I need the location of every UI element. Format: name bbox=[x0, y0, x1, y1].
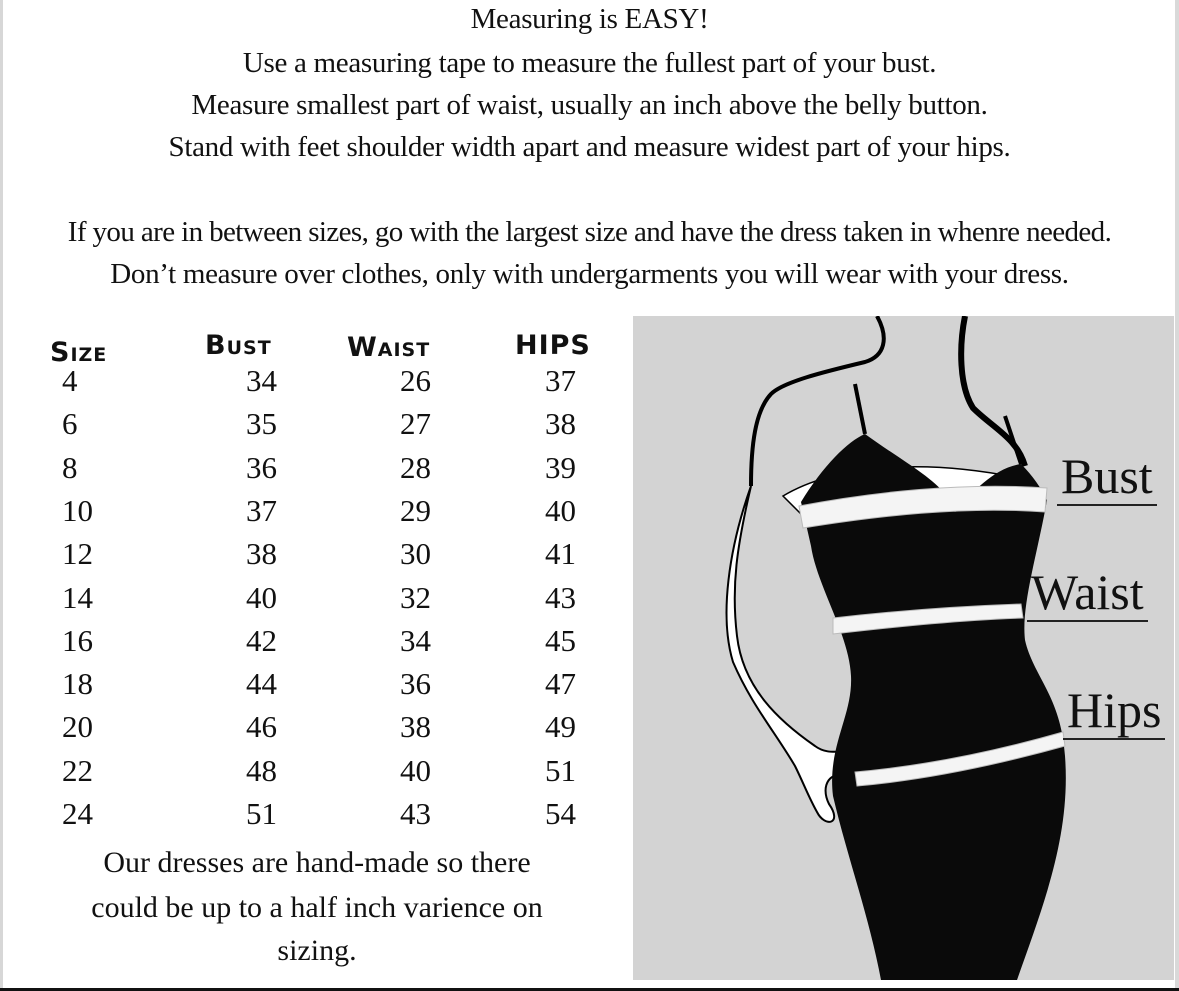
cell-bust: 37 bbox=[246, 493, 277, 528]
cell-bust: 42 bbox=[246, 623, 277, 658]
dress-figure-illustration bbox=[633, 316, 1174, 980]
cell-size: 8 bbox=[62, 450, 78, 485]
cell-hips: 40 bbox=[545, 493, 576, 528]
header-bust: Bust bbox=[205, 330, 272, 361]
cell-waist: 32 bbox=[400, 580, 431, 615]
intro-title: Measuring is EASY! bbox=[470, 3, 709, 35]
cell-bust: 40 bbox=[246, 580, 277, 615]
cell-size: 20 bbox=[62, 709, 93, 744]
figure-label-hips: Hips bbox=[1063, 684, 1165, 740]
cell-size: 16 bbox=[62, 623, 93, 658]
cell-bust: 35 bbox=[246, 406, 277, 441]
cell-waist: 38 bbox=[400, 709, 431, 744]
cell-hips: 49 bbox=[545, 709, 576, 744]
cell-waist: 29 bbox=[400, 493, 431, 528]
cell-size: 6 bbox=[62, 406, 78, 441]
cell-hips: 51 bbox=[545, 753, 576, 788]
advice-sizes: If you are in between sizes, go with the largest size and have the dress taken in whenre needed. bbox=[67, 216, 1112, 248]
note-line-3: sizing. bbox=[277, 934, 357, 967]
intro-hips-instruction: Stand with feet shoulder width apart and measure widest part of your hips. bbox=[168, 131, 1011, 163]
cell-waist: 26 bbox=[400, 363, 431, 398]
measurement-figure bbox=[633, 316, 1174, 980]
cell-hips: 45 bbox=[545, 623, 576, 658]
cell-waist: 30 bbox=[400, 536, 431, 571]
cell-size: 4 bbox=[62, 363, 78, 398]
note-line-2: could be up to a half inch varience on bbox=[91, 891, 543, 924]
cell-waist: 43 bbox=[400, 796, 431, 831]
cell-waist: 34 bbox=[400, 623, 431, 658]
cell-bust: 46 bbox=[246, 709, 277, 744]
cell-hips: 38 bbox=[545, 406, 576, 441]
header-size: Size bbox=[50, 337, 108, 368]
cell-size: 18 bbox=[62, 666, 93, 701]
header-hips: HIPS bbox=[515, 330, 591, 361]
figure-label-bust: Bust bbox=[1057, 450, 1157, 506]
cell-waist: 36 bbox=[400, 666, 431, 701]
note-line-1: Our dresses are hand-made so there bbox=[103, 846, 531, 879]
cell-waist: 28 bbox=[400, 450, 431, 485]
cell-size: 22 bbox=[62, 753, 93, 788]
cell-bust: 51 bbox=[246, 796, 277, 831]
cell-waist: 27 bbox=[400, 406, 431, 441]
header-waist: Waist bbox=[347, 332, 431, 363]
cell-bust: 44 bbox=[246, 666, 277, 701]
cell-waist: 40 bbox=[400, 753, 431, 788]
cell-hips: 43 bbox=[545, 580, 576, 615]
cell-hips: 41 bbox=[545, 536, 576, 571]
cell-size: 12 bbox=[62, 536, 93, 571]
cell-hips: 47 bbox=[545, 666, 576, 701]
cell-hips: 37 bbox=[545, 363, 576, 398]
advice-clothes: Don’t measure over clothes, only with undergarments you will wear with your dress. bbox=[110, 258, 1069, 290]
intro-bust-instruction: Use a measuring tape to measure the fullest part of your bust. bbox=[242, 47, 937, 79]
cell-hips: 54 bbox=[545, 796, 576, 831]
figure-label-waist: Waist bbox=[1027, 566, 1148, 622]
left-strap bbox=[855, 384, 865, 434]
cell-size: 10 bbox=[62, 493, 93, 528]
cell-bust: 34 bbox=[246, 363, 277, 398]
cell-bust: 36 bbox=[246, 450, 277, 485]
cell-hips: 39 bbox=[545, 450, 576, 485]
cell-bust: 38 bbox=[246, 536, 277, 571]
cell-bust: 48 bbox=[246, 753, 277, 788]
cell-size: 14 bbox=[62, 580, 93, 615]
intro-waist-instruction: Measure smallest part of waist, usually an inch above the belly button. bbox=[191, 89, 988, 121]
cell-size: 24 bbox=[62, 796, 93, 831]
